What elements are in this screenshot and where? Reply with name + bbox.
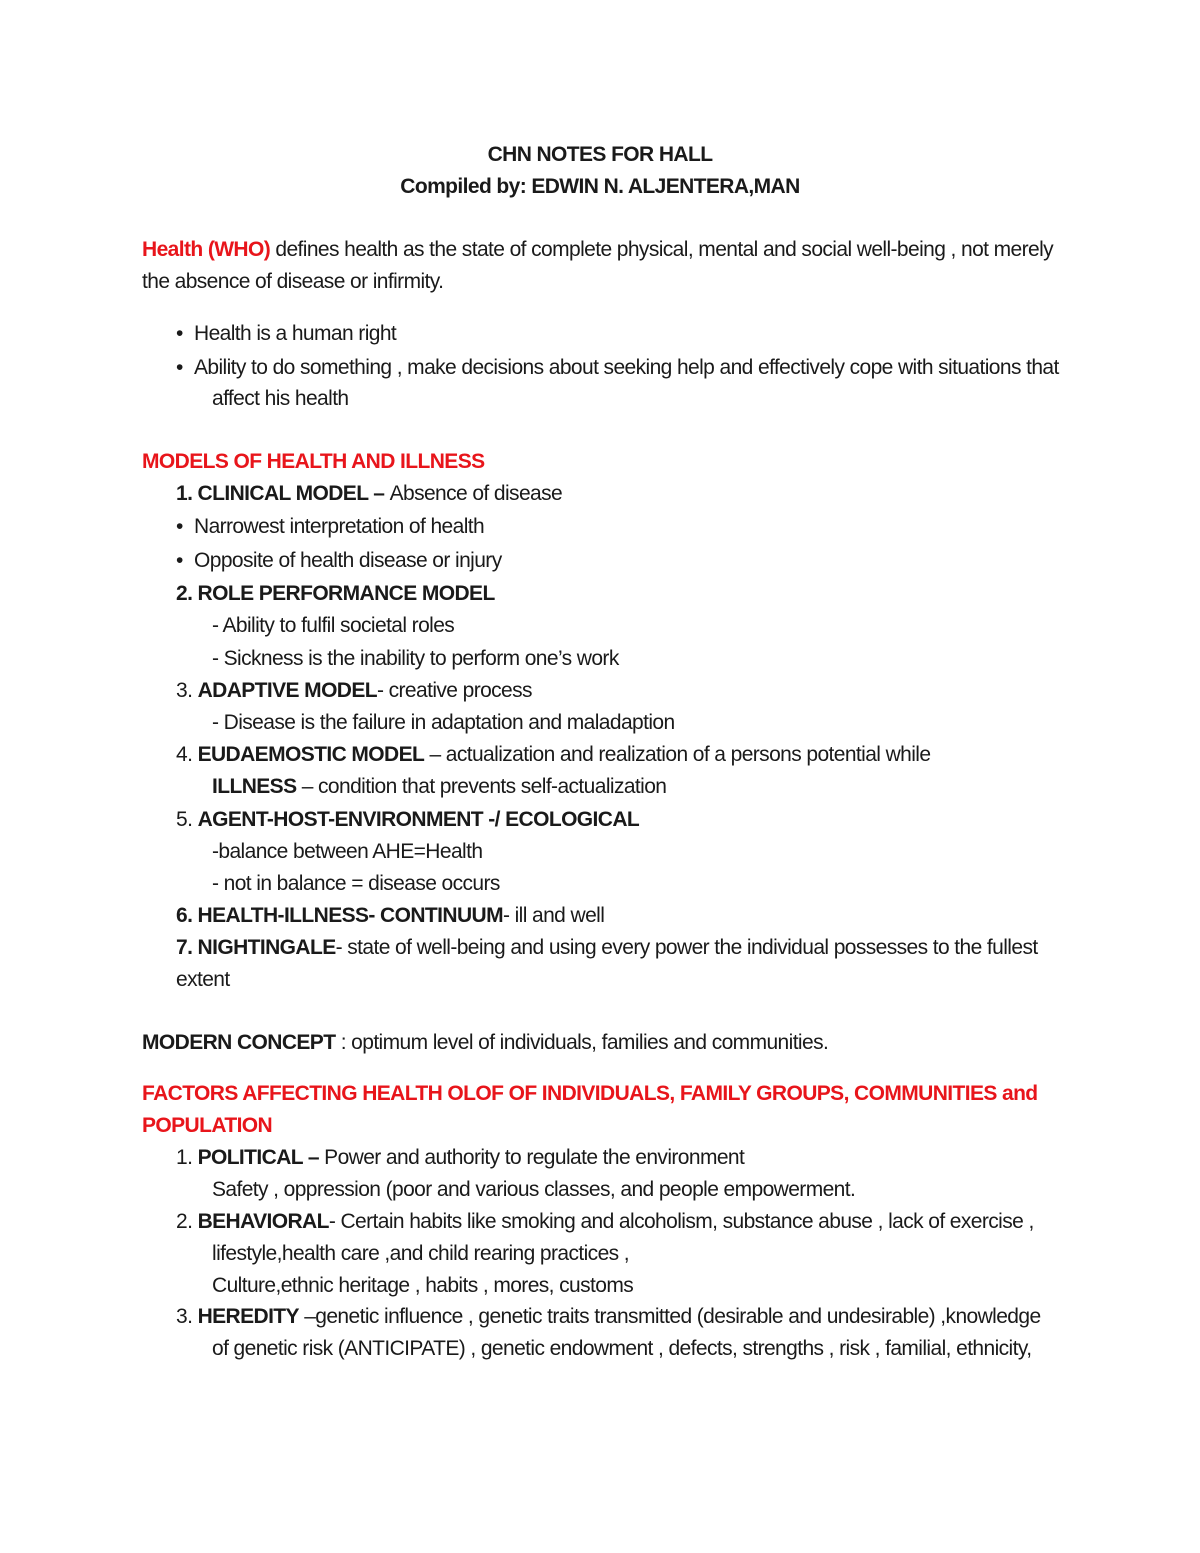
bullet-icon: • [176,356,183,379]
bullet-text: Ability to do something , make decisions about seeking help and effectively cope with situations that [194,356,1059,379]
model-6-label: 6. HEALTH-ILLNESS- CONTINUUM [176,904,503,927]
model-3-number: 3. [176,679,198,702]
model-3 [176,677,532,705]
model-7-continuation: extent [176,968,230,991]
model-4-illness [212,773,666,801]
illness-label: ILLNESS [212,775,297,798]
bullet-text: Opposite of health disease or injury [194,549,502,572]
factor-3 [176,1303,1041,1331]
factor-2-detail: lifestyle,health care ,and child rearing practices , [212,1242,630,1265]
health-who-label: Health (WHO) [142,238,271,261]
model-5-number: 5. [176,808,198,831]
model-4-label: EUDAEMOSTIC MODEL [197,743,425,766]
factor-1-number: 1. [176,1146,198,1169]
list-item [176,354,1059,382]
model-4 [176,741,930,769]
list-item [176,547,502,575]
model-1-label: 1. CLINICAL MODEL – [176,482,390,505]
model-5-label: AGENT-HOST-ENVIRONMENT -/ ECOLOGICAL [197,808,640,831]
modern-concept-label: MODERN CONCEPT [142,1031,336,1054]
bullet-continuation: affect his health [212,387,349,410]
factor-1-detail: Safety , oppression (poor and various classes, and people empowerment. [212,1178,856,1201]
illness-text: – condition that prevents self-actualization [296,775,667,798]
model-1-text: Absence of disease [389,482,563,505]
modern-concept-text: : optimum level of individuals, families and communities. [335,1031,829,1054]
health-definition-line1 [142,236,1053,264]
model-3-label: ADAPTIVE MODEL [197,679,378,702]
bullet-text: Health is a human right [194,322,397,345]
health-definition-text1: defines health as the state of complete physical, mental and social well-being , not merely [270,238,1054,261]
list-item [176,513,484,541]
compiled-by: Compiled by: EDWIN N. ALJENTERA,MAN [400,175,800,198]
models-heading: MODELS OF HEALTH AND ILLNESS [142,450,485,473]
factors-heading: FACTORS AFFECTING HEALTH OLOF OF INDIVIDUALS, FAMILY GROUPS, COMMUNITIES and [142,1082,1038,1105]
list-item [176,320,396,348]
model-5 [176,806,639,834]
factor-1-label: POLITICAL – [197,1146,325,1169]
model-5-detail: -balance between AHE=Health [212,840,483,863]
factor-3-number: 3. [176,1305,198,1328]
model-3-detail: - Disease is the failure in adaptation and maladaption [212,711,675,734]
model-2-detail: - Ability to fulfil societal roles [212,614,455,637]
model-6 [176,902,604,930]
factor-2-detail: Culture,ethnic heritage , habits , mores, customs [212,1274,634,1297]
model-6-text: - ill and well [502,904,605,927]
model-3-text: - creative process [377,679,532,702]
factor-3-detail: of genetic risk (ANTICIPATE) , genetic endowment , defects, strengths , risk , familial, ethnicity, [212,1337,1032,1360]
modern-concept [142,1029,828,1057]
factor-2 [176,1208,1034,1236]
bullet-icon: • [176,549,183,572]
model-4-number: 4. [176,743,198,766]
document-title: CHN NOTES FOR HALL [487,143,713,166]
model-4-text: – actualization and realization of a persons potential while [424,743,931,766]
model-5-detail: - not in balance = disease occurs [212,872,500,895]
factor-3-text: –genetic influence , genetic traits transmitted (desirable and undesirable) ,knowledge [298,1305,1041,1328]
model-7-label: 7. NIGHTINGALE [176,936,336,959]
model-2-label: 2. ROLE PERFORMANCE MODEL [176,582,495,605]
bullet-text: Narrowest interpretation of health [194,515,485,538]
factor-2-label: BEHAVIORAL [197,1210,329,1233]
model-7 [176,934,1038,962]
health-definition-line2: the absence of disease or infirmity. [142,270,444,293]
factor-1-text: Power and authority to regulate the environment [324,1146,745,1169]
bullet-icon: • [176,515,183,538]
factor-1 [176,1144,744,1172]
factor-3-label: HEREDITY [197,1305,299,1328]
factors-heading-continuation: POPULATION [142,1114,273,1137]
model-1 [176,480,562,508]
bullet-icon: • [176,322,183,345]
factor-2-text: - Certain habits like smoking and alcoholism, substance abuse , lack of exercise , [328,1210,1034,1233]
model-2-detail: - Sickness is the inability to perform one’s work [212,647,619,670]
factor-2-number: 2. [176,1210,198,1233]
model-7-text: - state of well-being and using every power the individual possesses to the fullest [335,936,1038,959]
